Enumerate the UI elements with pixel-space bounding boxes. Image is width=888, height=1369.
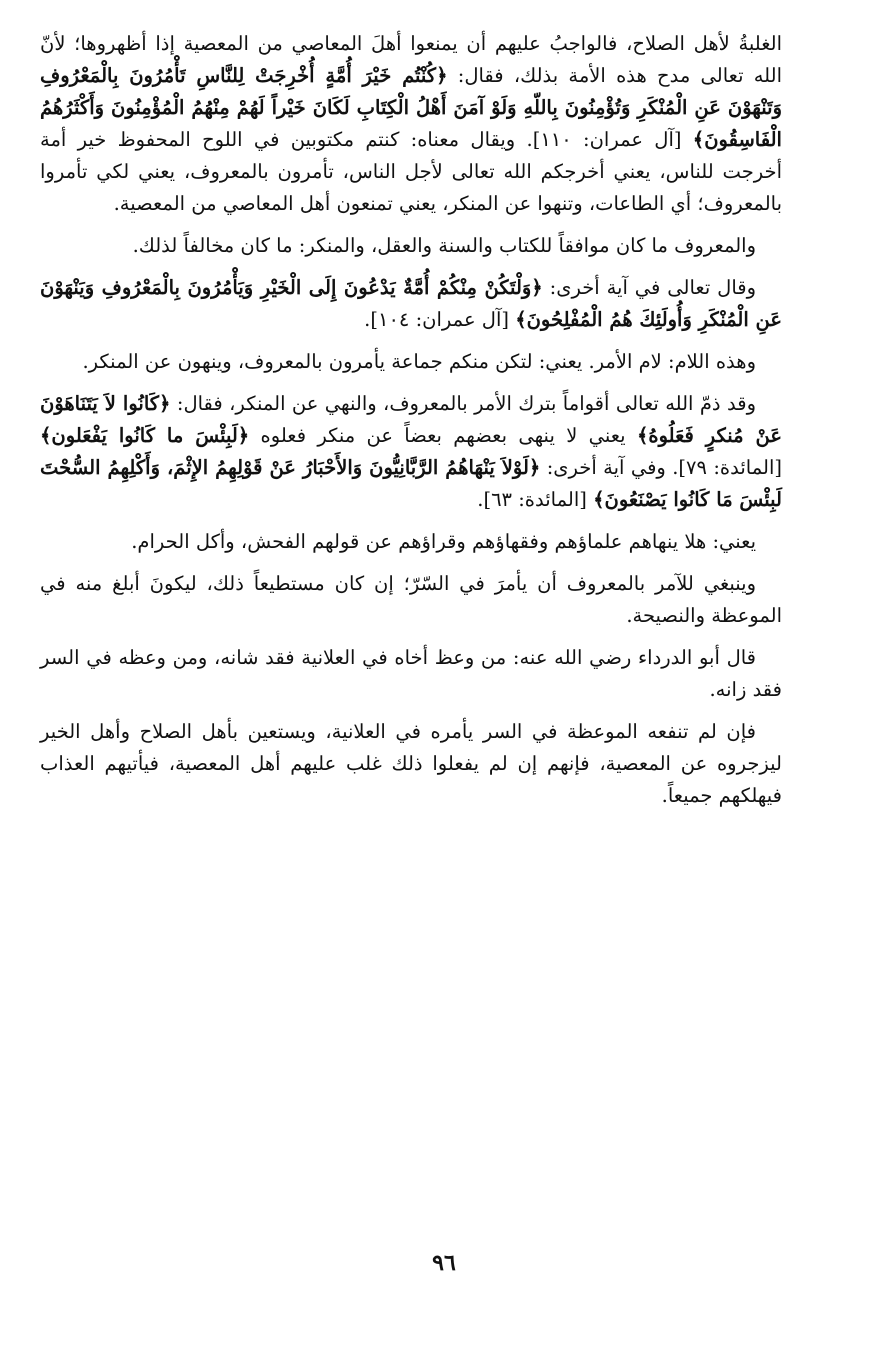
paragraph-3 [40, 272, 782, 336]
paragraph-5 [40, 388, 782, 516]
text-segment: [آل عمران: ١٠٤]. [364, 308, 509, 331]
text-segment: والمعروف ما كان موافقاً للكتاب والسنة والعقل، والمنكر: ما كان مخالفاً لذلك. [132, 234, 756, 257]
quran-verse: ﴿وَلْتَكُنْ مِنْكُمْ أُمَّةٌ يَدْعُونَ إِلَى الْخَيْرِ وَيَأْمُرُونَ بِالْمَعْرُوفِ وَيَنْهَوْنَ عَنِ الْمُنْكَرِ وَأُولَئِكَ هُمُ الْمُفْلِحُونَ﴾ [40, 276, 782, 331]
text-segment: يعني لا ينهى بعضهم بعضاً عن منكر فعلوه [249, 424, 626, 447]
text-segment: وقد ذمّ الله تعالى أقواماً بترك الأمر بالمعروف، والنهي عن المنكر، فقال: [170, 392, 756, 415]
paragraph-7 [40, 568, 782, 632]
paragraph-6 [40, 526, 782, 558]
paragraph-1 [40, 28, 782, 220]
text-segment: الغلبةُ لأهل الصلاح، فالواجبُ عليهم أن يمنعوا أهلَ المعاصي من المعصية إذا أظهروها؛ لأنّ الله تعالى مدح هذه الأمة بذلك، فقال: [40, 32, 782, 87]
paragraph-2 [40, 230, 782, 262]
text-segment: [آل عمران: ١١٠]. ويقال معناه: كنتم مكتوبين في اللوح المحفوظ خير أمة أخرجت للناس، يعني أخرجكم الله تعالى لأجل الناس، تأمرون بالمعروف، يعني لكي تأمروا بالمعروف؛ أي الطاعات، وتنهوا عن المنكر، يعني تمنعون أهل المعاصي من المعصية. [40, 128, 782, 215]
text-segment: [المائدة: ٦٣]. [477, 488, 587, 511]
page-body-text [40, 28, 782, 822]
paragraph-9 [40, 716, 782, 812]
text-segment: قال أبو الدرداء رضي الله عنه: من وعظ أخاه في العلانية فقد شانه، ومن وعظه في السر فقد زانه. [40, 646, 782, 701]
quran-verse: ﴿لَوْلاَ يَنْهَاهُمُ الرَّبَّانِيُّونَ وَالأَحْبَارُ عَنْ قَوْلِهِمُ الإِثْمَ، وَأَكْلِهِمُ السُّحْتَ لَبِئْسَ مَا كَانُوا يَصْنَعُونَ﴾ [40, 456, 782, 511]
text-segment: وينبغي للآمر بالمعروف أن يأمرَ في السّرّ؛ إن كان مستطيعاً ذلك، ليكونَ أبلغ منه في الموعظة والنصيحة. [40, 572, 782, 627]
paragraph-4 [40, 346, 782, 378]
quran-verse: ﴿كُنْتُم خَيْرَ أُمَّةٍ أُخْرِجَتْ لِلنَّاسِ تَأْمُرُونَ بِالْمَعْرُوفِ وَتَنْهَوْنَ عَنِ الْمُنْكَرِ وَتُؤْمِنُونَ بِاللّهِ وَلَوْ آمَنَ أَهْلُ الْكِتَابِ لَكَانَ خَيْراً لَهُمْ مِنْهُمُ الْمُؤْمِنُونَ وَأَكْثَرُهُمُ الْفَاسِقُونَ﴾ [40, 64, 782, 151]
text-segment: وقال تعالى في آية أخرى: [542, 276, 756, 299]
text-segment: يعني: هلا ينهاهم علماؤهم وفقهاؤهم وقراؤهم عن قولهم الفحش، وأكل الحرام. [131, 530, 756, 553]
page-number: ٩٦ [432, 1250, 456, 1276]
text-segment: فإن لم تنفعه الموعظة في السر يأمره في العلانية، ويستعين بأهل الصلاح وأهل الخير ليزجروه عن المعصية، فإنهم إن لم يفعلوا ذلك غلب عليهم أهل المعصية، فيأتيهم العذاب فيهلكهم جميعاً. [40, 720, 782, 807]
text-segment: [المائدة: ٧٩]. وفي آية أخرى: [540, 456, 782, 479]
quran-verse: ﴿كَانُوا لاَ يَتَنَاهَوْنَ عَنْ مُنكرٍ فَعَلُوهُ﴾ [40, 392, 782, 447]
text-segment: وهذه اللام: لام الأمر. يعني: لتكن منكم جماعة يأمرون بالمعروف، وينهون عن المنكر. [82, 350, 756, 373]
quran-verse: ﴿لَبِئْسَ ما كَانُوا يَفْعَلون﴾ [40, 424, 250, 447]
paragraph-8 [40, 642, 782, 706]
